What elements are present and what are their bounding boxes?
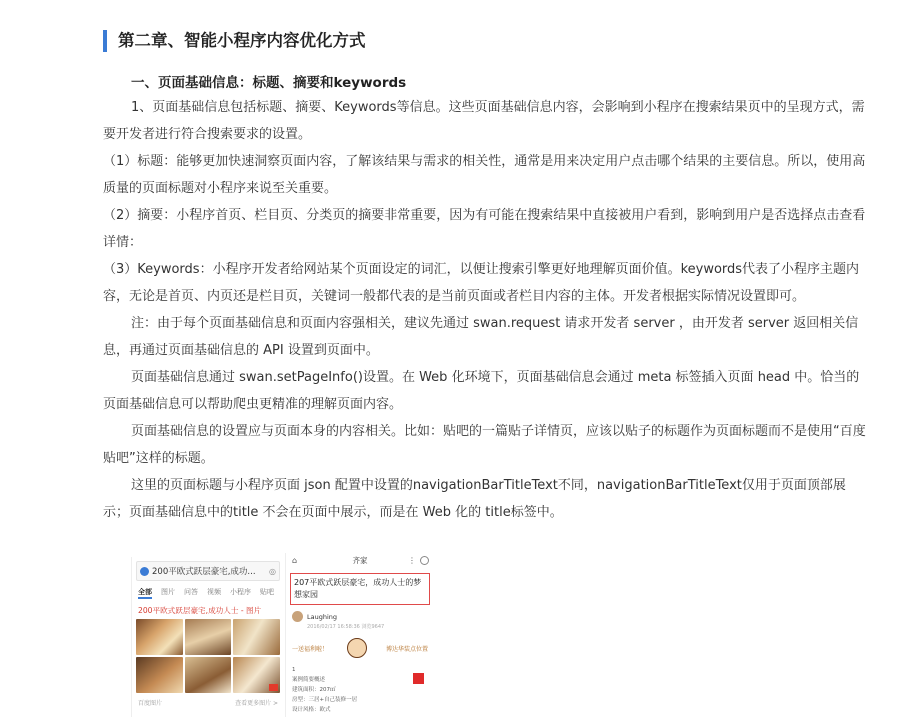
paragraph: （3）Keywords：小程序开发者给网站某个页面设定的词汇，以便让搜索引擎更好地理解页面价值。keywords代表了小程序主题内容，无论是首页、内页还是栏目页，关键词一般都代表的是当前页面或者栏目内容的主体。开发者根据实际情况设置即可。 — [103, 262, 860, 304]
banner-left-text: 一送福利啦！ — [292, 645, 329, 653]
search-result-screenshot — [131, 557, 284, 717]
paragraph: 页面基础信息的设置应与页面本身的内容相关。比如：贴吧的一篇贴子详情页，应该以贴子的标题作为页面标题而不是使用“百度贴吧”这样的标题。 — [103, 424, 866, 466]
tab-tieba: 贴吧 — [260, 588, 274, 596]
interior-photo — [136, 657, 183, 693]
brand-logo-icon — [269, 684, 278, 691]
chapter-title: 第二章、智能小程序内容优化方式 — [103, 30, 366, 52]
article-preview — [292, 665, 428, 715]
image-row — [136, 619, 280, 655]
promo-banner — [292, 637, 428, 659]
paragraph: （2）摘要：小程序首页、栏目页、分类页的摘要非常重要，因为有可能在搜索结果中直接被用户看到，影响到用户是否选择点击查看详情： — [103, 208, 866, 250]
result-title: 200平欧式跃层豪宅,成功人士 - 图片 — [138, 606, 262, 615]
cartoon-face-icon — [347, 638, 367, 658]
tab-video: 视频 — [207, 588, 221, 596]
tab-images: 图片 — [161, 588, 175, 596]
search-box — [136, 561, 280, 581]
result-source: 百度图片 — [138, 700, 163, 707]
more-icon: ⋮ — [408, 555, 416, 565]
paragraph: 注：由于每个页面基础信息和页面内容强相关，建议先通过 swan.request 请求开发者 server ，由开发者 server 返回相关信息，再通过页面基础信息的 API 设置到页面中。 — [103, 316, 859, 358]
paragraph: （1）标题：能够更加快速洞察页面内容，了解该结果与需求的相关性，通常是用来决定用户点击哪个结果的主要信息。所以，使用高质量的页面标题对小程序来说至关重要。 — [103, 154, 866, 196]
camera-icon: ◎ — [269, 566, 276, 576]
interior-photo — [185, 657, 232, 693]
author-row — [292, 611, 428, 622]
tab-all: 全部 — [138, 587, 152, 599]
avatar — [292, 611, 303, 622]
section-heading: 一、页面基础信息：标题、摘要和keywords — [131, 75, 407, 91]
author-name: Laughing — [307, 612, 338, 621]
mini-program-screenshot — [285, 553, 434, 717]
nav-title: 齐家 — [352, 555, 368, 565]
paragraph: 这里的页面标题与小程序页面 json 配置中设置的navigationBarTitleText不同，navigationBarTitleText仅用于页面顶部展示；页面基础信息中的title 不会在页面中展示，而是在 Web 化的 title标签中。 — [103, 478, 846, 520]
author-meta: 2016/02/17 16:58:36 浏览9647 — [307, 624, 385, 630]
search-tabs — [138, 587, 278, 599]
more-images-link: 查看更多图片 > — [235, 700, 278, 707]
paragraph: 1、页面基础信息包括标题、摘要、Keywords等信息。这些页面基础信息内容，会影响到小程序在搜索结果页中的呈现方式，需要开发者进行符合搜索要求的设置。 — [103, 100, 865, 142]
banner-right-text: 博达华装点位置 — [385, 645, 428, 653]
close-icon — [420, 556, 429, 565]
article-body — [103, 94, 871, 526]
interior-photo — [233, 657, 280, 693]
tab-mini-program: 小程序 — [230, 588, 251, 596]
preview-line: 房型：三居+自己装修一居 — [292, 697, 358, 703]
preview-line: 1 — [292, 667, 296, 673]
preview-line: 设计风格：欧式 — [292, 707, 331, 713]
red-badge-icon — [413, 673, 424, 684]
tab-qa: 问答 — [184, 588, 198, 596]
result-footer — [138, 698, 278, 707]
image-row — [136, 657, 280, 693]
search-text: 200平欧式跃层豪宅,成功... — [152, 567, 256, 577]
interior-photo — [185, 619, 232, 655]
home-icon: ⌂ — [292, 555, 298, 565]
paragraph: 页面基础信息通过 swan.setPageInfo()设置。在 Web 化环境下，页面基础信息会通过 meta 标签插入页面 head 中。恰当的页面基础信息可以帮助爬虫更精准的理解页面内容。 — [103, 370, 860, 412]
preview-line: 案例简要概述 — [292, 677, 326, 683]
interior-photo — [233, 619, 280, 655]
mini-program-nav — [286, 553, 434, 567]
interior-photo — [136, 619, 183, 655]
page-title-highlight: 207平欧式跃层豪宅，成功人士的梦想家园 — [290, 573, 430, 605]
preview-line: 建筑面积：207㎡ — [292, 687, 336, 693]
baidu-paw-icon — [140, 567, 149, 576]
